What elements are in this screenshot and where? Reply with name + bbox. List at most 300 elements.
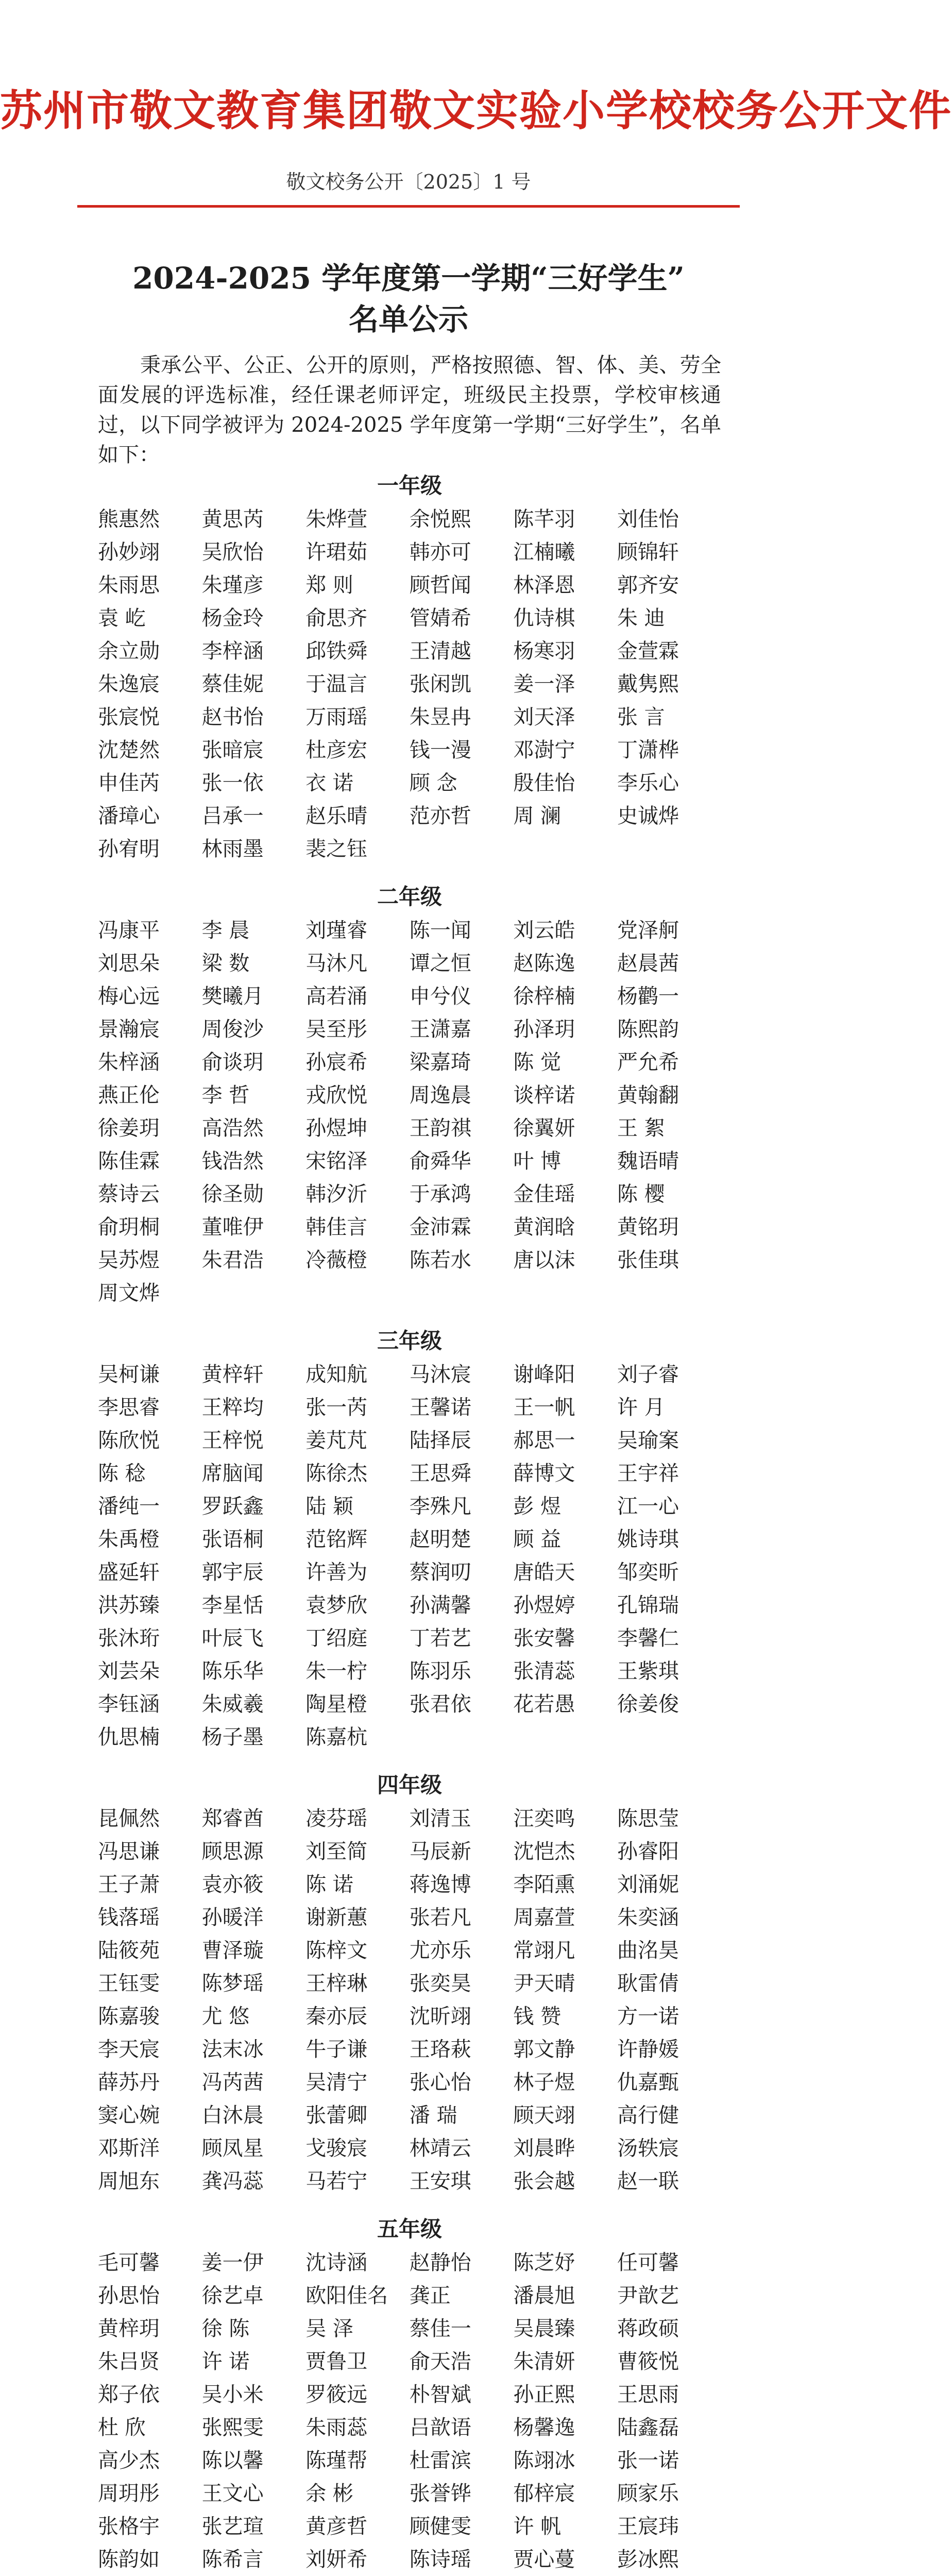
student-name: 顾 念 — [409, 771, 457, 795]
student-name: 薛博文 — [513, 1462, 575, 1485]
student-name: 许 月 — [617, 1396, 665, 1419]
student-name: 张宸悦 — [98, 705, 160, 729]
student-name: 沈楚然 — [98, 738, 160, 762]
student-name: 王紫琪 — [617, 1659, 679, 1683]
name-list — [98, 1358, 721, 1754]
student-name: 张誉铧 — [409, 2482, 471, 2505]
student-name: 林雨墨 — [201, 837, 264, 861]
student-name: 徐梓楠 — [513, 985, 575, 1008]
student-name: 姜一伊 — [201, 2251, 264, 2275]
student-name: 周嘉萱 — [513, 1906, 575, 1929]
student-name: 顾哲闻 — [409, 573, 471, 597]
student-name: 陈乐华 — [201, 1659, 264, 1683]
student-name: 汤轶宸 — [617, 2137, 679, 2160]
student-name: 俞玥桐 — [98, 1215, 160, 1239]
student-name: 孙满馨 — [409, 1594, 471, 1617]
student-name: 陈芝妤 — [513, 2251, 575, 2275]
student-name: 刘晨晔 — [513, 2137, 575, 2160]
student-name: 袁亦筱 — [201, 1873, 264, 1896]
student-name: 周旭东 — [98, 2170, 160, 2193]
student-name: 熊惠然 — [98, 507, 160, 531]
student-name: 王梓琳 — [305, 1972, 368, 1995]
name-list — [98, 503, 721, 866]
student-name: 陈思莹 — [617, 1807, 679, 1831]
student-name: 黄思芮 — [201, 507, 264, 531]
student-name: 秦亦辰 — [305, 2005, 368, 2028]
student-name: 于温言 — [305, 672, 368, 696]
student-name: 张蕾卿 — [305, 2104, 368, 2127]
student-name: 许善为 — [305, 1561, 368, 1584]
student-name: 张佳琪 — [617, 1248, 679, 1272]
student-name: 刘芸朵 — [98, 1659, 160, 1683]
student-name: 顾 益 — [513, 1528, 562, 1551]
student-name: 杨寒羽 — [513, 639, 575, 663]
student-name: 刘瑾睿 — [305, 919, 368, 942]
student-name: 戎欣悦 — [305, 1083, 368, 1107]
student-name: 孙煜坤 — [305, 1116, 368, 1140]
student-name: 陈瑾帮 — [305, 2449, 368, 2472]
student-name: 彭冰熙 — [617, 2548, 679, 2571]
student-name: 徐姜俊 — [617, 1692, 679, 1716]
student-name: 万雨瑶 — [305, 705, 368, 729]
student-name: 陆 颖 — [305, 1495, 353, 1518]
student-name: 黄翰翻 — [617, 1083, 679, 1107]
student-name: 王安琪 — [409, 2170, 471, 2193]
student-name: 杜雷滨 — [409, 2449, 471, 2472]
student-name: 尤 悠 — [201, 2005, 250, 2028]
student-name: 常翊凡 — [513, 1939, 575, 1962]
student-name: 陈熙韵 — [617, 1018, 679, 1041]
student-name: 马沐凡 — [305, 952, 368, 975]
student-name: 吴晨臻 — [513, 2317, 575, 2341]
student-name: 蔡佳妮 — [201, 672, 264, 696]
student-name: 刘思朵 — [98, 952, 160, 975]
student-name: 郭齐安 — [617, 573, 679, 597]
student-name: 牛子谦 — [305, 2038, 368, 2061]
student-name: 潘晨旭 — [513, 2284, 575, 2308]
header-divider — [77, 205, 740, 208]
document-header-title: 苏州市敬文教育集团敬文实验小学校校务公开文件 — [0, 86, 952, 135]
student-name: 尹天晴 — [513, 1972, 575, 1995]
student-name: 朱威羲 — [201, 1692, 264, 1716]
student-name: 顾家乐 — [617, 2482, 679, 2505]
student-name: 成知航 — [305, 1363, 368, 1386]
student-name: 冯芮茜 — [201, 2071, 264, 2094]
student-name: 孙思怡 — [98, 2284, 160, 2308]
student-name: 张若凡 — [409, 1906, 471, 1929]
student-name: 李馨仁 — [617, 1626, 679, 1650]
student-name: 龚正 — [409, 2284, 451, 2308]
student-name: 戴隽熙 — [617, 672, 679, 696]
student-name: 陆择辰 — [409, 1429, 471, 1452]
student-name: 陈 诺 — [305, 1873, 353, 1896]
student-name: 吴柯谦 — [98, 1363, 160, 1386]
student-name: 王钰雯 — [98, 1972, 160, 1995]
student-name: 李梓涵 — [201, 639, 264, 663]
student-name: 朱烨萱 — [305, 507, 368, 531]
student-name: 陆筱苑 — [98, 1939, 160, 1962]
student-name: 张一芮 — [305, 1396, 368, 1419]
student-name: 孙妙翊 — [98, 540, 160, 564]
student-name: 曹筱悦 — [617, 2350, 679, 2374]
student-name: 董唯伊 — [201, 1215, 264, 1239]
student-name: 马辰新 — [409, 1840, 471, 1863]
student-name: 周逸晨 — [409, 1083, 471, 1107]
student-name: 马若宁 — [305, 2170, 368, 2193]
student-name: 朱禹橙 — [98, 1528, 160, 1551]
notice-title-line1: 2024-2025 学年度第一学期“三好学生” — [132, 261, 685, 296]
student-name: 高浩然 — [201, 1116, 264, 1140]
student-name: 陈羽乐 — [409, 1659, 471, 1683]
student-name: 沈恺杰 — [513, 1840, 575, 1863]
student-name: 范亦哲 — [409, 804, 471, 828]
student-name: 余 彬 — [305, 2482, 353, 2505]
student-name: 陈希言 — [201, 2548, 264, 2571]
student-name: 朱雨思 — [98, 573, 160, 597]
name-list — [98, 1802, 721, 2198]
student-name: 贾心蔓 — [513, 2548, 575, 2571]
name-list — [98, 914, 721, 1310]
student-name: 潘 瑞 — [409, 2104, 457, 2127]
student-name: 高若涌 — [305, 985, 368, 1008]
student-name: 王 絮 — [617, 1116, 665, 1140]
student-name: 张沐珩 — [98, 1626, 160, 1650]
student-name: 龚冯蕊 — [201, 2170, 264, 2193]
student-name: 林泽恩 — [513, 573, 575, 597]
notice-title-line2: 名单公示 — [348, 302, 468, 337]
student-name: 杨金玲 — [201, 606, 264, 630]
student-name: 邱铁舜 — [305, 639, 368, 663]
student-name: 朱清妍 — [513, 2350, 575, 2374]
student-name: 韩亦可 — [409, 540, 471, 564]
student-name: 尤亦乐 — [409, 1939, 471, 1962]
student-name: 许静媛 — [617, 2038, 679, 2061]
student-name: 袁梦欣 — [305, 1594, 368, 1617]
student-name: 杨子墨 — [201, 1725, 264, 1749]
student-name: 丁若艺 — [409, 1626, 471, 1650]
student-name: 陈佳霖 — [98, 1149, 160, 1173]
student-name: 潘纯一 — [98, 1495, 160, 1518]
student-name: 周俊沙 — [201, 1018, 264, 1041]
student-name: 许 帆 — [513, 2515, 562, 2538]
student-name: 方一诺 — [617, 2005, 679, 2028]
grade-title: 五年级 — [377, 2216, 442, 2242]
student-name: 范铭辉 — [305, 1528, 368, 1551]
student-name: 史诚烨 — [617, 804, 679, 828]
student-name: 唐以沫 — [513, 1248, 575, 1272]
student-name: 孙睿阳 — [617, 1840, 679, 1863]
student-name: 梅心远 — [98, 985, 160, 1008]
student-name: 谭之恒 — [409, 952, 471, 975]
student-name: 郁梓宸 — [513, 2482, 575, 2505]
student-name: 李殊凡 — [409, 1495, 471, 1518]
student-name: 张清蕊 — [513, 1659, 575, 1683]
document-number: 敬文校务公开〔2025〕1 号 — [286, 171, 531, 193]
student-name: 孙泽玥 — [513, 1018, 575, 1041]
student-name: 吴清宁 — [305, 2071, 368, 2094]
student-name: 张安馨 — [513, 1626, 575, 1650]
student-name: 顾思源 — [201, 1840, 264, 1863]
student-name: 钱浩然 — [201, 1149, 264, 1173]
student-name: 张暗宸 — [201, 738, 264, 762]
student-name: 邓斯洋 — [98, 2137, 160, 2160]
student-name: 孙正熙 — [513, 2383, 575, 2406]
student-name: 王子萧 — [98, 1873, 160, 1896]
grade-title: 三年级 — [377, 1328, 442, 1353]
student-name: 宋铭泽 — [305, 1149, 368, 1173]
student-name: 陈若水 — [409, 1248, 471, 1272]
student-name: 仇思楠 — [98, 1725, 160, 1749]
student-name: 许 诺 — [201, 2350, 250, 2374]
student-name: 谢峰阳 — [513, 1363, 575, 1386]
student-name: 林子煜 — [513, 2071, 575, 2094]
student-name: 耿雷倩 — [617, 1972, 679, 1995]
student-name: 吴至彤 — [305, 1018, 368, 1041]
student-name: 管婧希 — [409, 606, 471, 630]
student-name: 燕正伦 — [98, 1083, 160, 1107]
student-name: 梁 数 — [201, 952, 250, 975]
student-name: 陈韵如 — [98, 2548, 160, 2571]
student-name: 郑 则 — [305, 573, 353, 597]
student-name: 仇诗棋 — [513, 606, 575, 630]
student-name: 孙宥明 — [98, 837, 160, 861]
student-name: 陈芊羽 — [513, 507, 575, 531]
student-name: 黄铭玥 — [617, 1215, 679, 1239]
student-name: 汪奕鸣 — [513, 1807, 575, 1831]
grade-title: 二年级 — [377, 884, 442, 909]
student-name: 孙宸希 — [305, 1050, 368, 1074]
student-name: 花若愚 — [513, 1692, 575, 1716]
student-name: 王思舜 — [409, 1462, 471, 1485]
student-name: 王潇嘉 — [409, 1018, 471, 1041]
student-name: 赵乐晴 — [305, 804, 368, 828]
student-name: 姜一泽 — [513, 672, 575, 696]
student-name: 朱瑾彦 — [201, 573, 264, 597]
student-name: 殷佳怡 — [513, 771, 575, 795]
student-name: 徐 陈 — [201, 2317, 250, 2341]
student-name: 窦心婉 — [98, 2104, 160, 2127]
student-name: 金沛霖 — [409, 1215, 471, 1239]
student-name: 邓澍宁 — [513, 738, 575, 762]
student-name: 张一依 — [201, 771, 264, 795]
notice-title — [0, 258, 817, 340]
student-name: 陶星橙 — [305, 1692, 368, 1716]
student-name: 丁潇桦 — [617, 738, 679, 762]
student-name: 尹歆艺 — [617, 2284, 679, 2308]
student-name: 赵书怡 — [201, 705, 264, 729]
student-name: 梁嘉琦 — [409, 1050, 471, 1074]
student-name: 陈梓文 — [305, 1939, 368, 1962]
student-name: 俞谈玥 — [201, 1050, 264, 1074]
student-name: 蔡润叨 — [409, 1561, 471, 1584]
student-name: 严允希 — [617, 1050, 679, 1074]
student-name: 朱逸宸 — [98, 672, 160, 696]
student-name: 吴 泽 — [305, 2317, 353, 2341]
student-name: 叶辰飞 — [201, 1626, 264, 1650]
student-name: 罗筱远 — [305, 2383, 368, 2406]
student-name: 杨馨逸 — [513, 2416, 575, 2439]
student-name: 金萱霖 — [617, 639, 679, 663]
student-name: 申佳芮 — [98, 771, 160, 795]
student-name: 钱一漫 — [409, 738, 471, 762]
student-name: 谢新蕙 — [305, 1906, 368, 1929]
student-name: 叶 博 — [513, 1149, 562, 1173]
student-name: 朱奕涵 — [617, 1906, 679, 1929]
student-name: 高少杰 — [98, 2449, 160, 2472]
student-name: 高行健 — [617, 2104, 679, 2127]
student-name: 朱梓涵 — [98, 1050, 160, 1074]
student-name: 张会越 — [513, 2170, 575, 2193]
student-name: 陈 觉 — [513, 1050, 562, 1074]
student-name: 张熙雯 — [201, 2416, 264, 2439]
student-name: 张格宇 — [98, 2515, 160, 2538]
student-name: 刘妍希 — [305, 2548, 368, 2571]
student-name: 陈 樱 — [617, 1182, 665, 1206]
student-name: 李天宸 — [98, 2038, 160, 2061]
student-name: 蒋政硕 — [617, 2317, 679, 2341]
student-name: 郭文静 — [513, 2038, 575, 2061]
student-name: 邹奕昕 — [617, 1561, 679, 1584]
student-name: 赵一联 — [617, 2170, 679, 2193]
student-name: 戈骏宸 — [305, 2137, 368, 2160]
student-name: 李陌熏 — [513, 1873, 575, 1896]
student-name: 徐翼妍 — [513, 1116, 575, 1140]
student-name: 孔锦瑞 — [617, 1594, 679, 1617]
student-name: 沈诗涵 — [305, 2251, 368, 2275]
student-name: 陈一闻 — [409, 919, 471, 942]
student-name: 陈梦瑶 — [201, 1972, 264, 1995]
student-name: 党泽舸 — [617, 919, 679, 942]
student-name: 曲洺昊 — [617, 1939, 679, 1962]
student-name: 陈翊冰 — [513, 2449, 575, 2472]
student-name: 冷薇橙 — [305, 1248, 368, 1272]
student-name: 郭宇辰 — [201, 1561, 264, 1584]
student-name: 孙煜婷 — [513, 1594, 575, 1617]
student-name: 顾健雯 — [409, 2515, 471, 2538]
student-name: 俞舜华 — [409, 1149, 471, 1173]
student-name: 吕歆语 — [409, 2416, 471, 2439]
student-name: 陆鑫磊 — [617, 2416, 679, 2439]
student-name: 周 澜 — [513, 804, 562, 828]
student-name: 白沐晨 — [201, 2104, 264, 2127]
student-name: 王韵祺 — [409, 1116, 471, 1140]
student-name: 朱吕贤 — [98, 2350, 160, 2374]
student-name: 钱落瑶 — [98, 1906, 160, 1929]
student-name: 吴欣怡 — [201, 540, 264, 564]
student-name: 贾鲁卫 — [305, 2350, 368, 2374]
student-name: 樊曦月 — [201, 985, 264, 1008]
student-name: 朱君浩 — [201, 1248, 264, 1272]
student-name: 顾锦轩 — [617, 540, 679, 564]
student-name: 盛延轩 — [98, 1561, 160, 1584]
student-name: 法末冰 — [201, 2038, 264, 2061]
student-name: 朱 迪 — [617, 606, 665, 630]
student-name: 张一诺 — [617, 2449, 679, 2472]
student-name: 王文心 — [201, 2482, 264, 2505]
student-name: 张艺瑄 — [201, 2515, 264, 2538]
student-name: 于承鸿 — [409, 1182, 471, 1206]
student-name: 许珺茹 — [305, 540, 368, 564]
student-name: 姜芃芃 — [305, 1429, 368, 1452]
student-name: 李 哲 — [201, 1083, 250, 1107]
student-name: 陈徐杰 — [305, 1462, 368, 1485]
student-name: 张君依 — [409, 1692, 471, 1716]
student-name: 朱昱冉 — [409, 705, 471, 729]
student-name: 凌芬瑶 — [305, 1807, 368, 1831]
student-name: 江楠曦 — [513, 540, 575, 564]
student-name: 朱一柠 — [305, 1659, 368, 1683]
student-name: 李星恬 — [201, 1594, 264, 1617]
student-name: 顾凤星 — [201, 2137, 264, 2160]
student-name: 徐姜玥 — [98, 1116, 160, 1140]
student-name: 吴瑜案 — [617, 1429, 679, 1452]
student-name: 仇嘉甄 — [617, 2071, 679, 2094]
student-name: 王思雨 — [617, 2383, 679, 2406]
student-name: 陈诗瑶 — [409, 2548, 471, 2571]
student-name: 俞天浩 — [409, 2350, 471, 2374]
student-name: 洪苏臻 — [98, 1594, 160, 1617]
student-name: 唐皓天 — [513, 1561, 575, 1584]
student-name: 徐艺卓 — [201, 2284, 264, 2308]
student-name: 刘清玉 — [409, 1807, 471, 1831]
student-name: 罗跃鑫 — [201, 1495, 264, 1518]
student-name: 席脑闻 — [201, 1462, 264, 1485]
student-name: 周文烨 — [98, 1281, 160, 1305]
student-name: 张语桐 — [201, 1528, 264, 1551]
student-name: 冯康平 — [98, 919, 160, 942]
student-name: 昆佩然 — [98, 1807, 160, 1831]
student-name: 谈梓诺 — [513, 1083, 575, 1107]
student-name: 赵明楚 — [409, 1528, 471, 1551]
student-name: 江一心 — [617, 1495, 679, 1518]
student-name: 陈嘉骏 — [98, 2005, 160, 2028]
student-name: 韩汐沂 — [305, 1182, 368, 1206]
student-name: 朴智斌 — [409, 2383, 471, 2406]
student-name: 冯思谦 — [98, 1840, 160, 1863]
student-name: 魏语晴 — [617, 1149, 679, 1173]
student-name: 陈嘉杭 — [305, 1725, 368, 1749]
student-name: 刘天泽 — [513, 705, 575, 729]
student-name: 吴苏煜 — [98, 1248, 160, 1272]
student-name: 黄彦哲 — [305, 2515, 368, 2538]
student-name: 孙暖洋 — [201, 1906, 264, 1929]
student-name: 杜彦宏 — [305, 738, 368, 762]
student-name: 薛苏丹 — [98, 2071, 160, 2094]
student-name: 沈昕翊 — [409, 2005, 471, 2028]
student-name: 王珞萩 — [409, 2038, 471, 2061]
student-name: 陈以馨 — [201, 2449, 264, 2472]
student-name: 李钰涵 — [98, 1692, 160, 1716]
student-name: 欧阳佳名 — [305, 2284, 388, 2308]
student-name: 杜 欣 — [98, 2416, 146, 2439]
student-name: 李思睿 — [98, 1396, 160, 1419]
intro-paragraph: 秉承公平、公正、公开的原则，严格按照德、智、体、美、劳全面发展的评选标准，经任课老师评定，班级民主投票，学校审核通过，以下同学被评为 2024-2025 学年度第一学期“三好学生”，名单如下： — [98, 353, 721, 467]
student-name: 赵晨茜 — [617, 952, 679, 975]
student-name: 毛可馨 — [98, 2251, 160, 2275]
student-name: 景瀚宸 — [98, 1018, 160, 1041]
student-name: 余悦熙 — [409, 507, 471, 531]
student-name: 韩佳言 — [305, 1215, 368, 1239]
student-name: 衣 诺 — [305, 771, 353, 795]
grade-title: 一年级 — [377, 473, 442, 498]
student-name: 郑睿酋 — [201, 1807, 264, 1831]
student-name: 赵陈逸 — [513, 952, 575, 975]
student-name: 张 言 — [617, 705, 665, 729]
student-name: 彭 煜 — [513, 1495, 562, 1518]
name-list — [98, 2246, 721, 2576]
student-name: 蔡诗云 — [98, 1182, 160, 1206]
student-name: 黄梓轩 — [201, 1363, 264, 1386]
